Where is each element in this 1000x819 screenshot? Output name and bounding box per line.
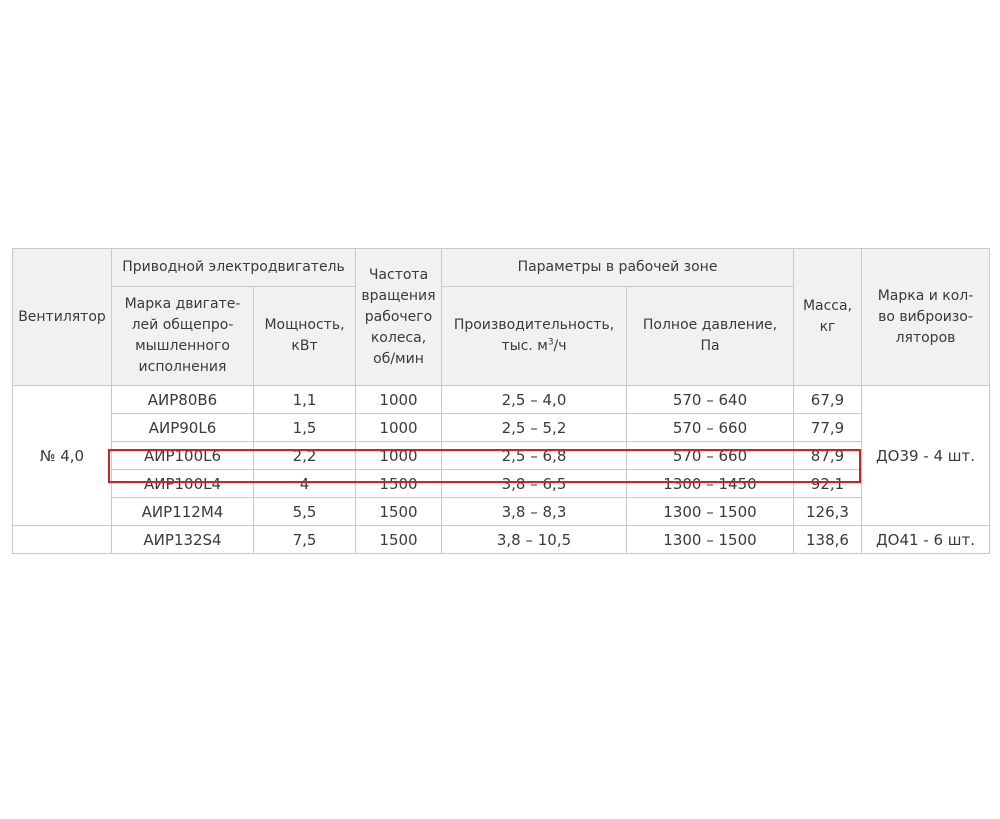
isolators-cell: ДО39 - 4 шт. bbox=[862, 386, 990, 526]
table-row-highlighted bbox=[13, 442, 990, 470]
header-power: Мощность, кВт bbox=[254, 287, 356, 386]
motor-brand-cell: АИР80В6 bbox=[112, 386, 254, 414]
header-motor-brand: Марка двигате- лей общепро- мышленного исполнения bbox=[112, 287, 254, 386]
power-cell: 5,5 bbox=[254, 498, 356, 526]
header-drive-motor: Приводной электродвигатель bbox=[112, 249, 356, 287]
pressure-cell: 1300 – 1500 bbox=[627, 526, 794, 554]
motor-brand-cell: АИР132S4 bbox=[112, 526, 254, 554]
header-capacity-sup: 3 bbox=[547, 337, 554, 348]
speed-cell: 1500 bbox=[356, 526, 442, 554]
capacity-cell: 3,8 – 6,5 bbox=[442, 470, 627, 498]
capacity-cell: 2,5 – 6,8 bbox=[442, 442, 627, 470]
table-row bbox=[13, 470, 990, 498]
header-pressure: Полное давление, Па bbox=[627, 287, 794, 386]
speed-cell: 1500 bbox=[356, 470, 442, 498]
motor-brand-cell: АИР112М4 bbox=[112, 498, 254, 526]
header-mass: Масса, кг bbox=[794, 249, 862, 386]
header-capacity-text: Производительность, тыс. м bbox=[453, 317, 615, 354]
mass-cell: 87,9 bbox=[794, 442, 862, 470]
table-row bbox=[13, 526, 990, 554]
motor-brand-cell: АИР100L4 bbox=[112, 470, 254, 498]
header-isolators: Марка и кол- во виброизо- ляторов bbox=[862, 249, 990, 386]
pressure-cell: 1300 – 1500 bbox=[627, 498, 794, 526]
mass-cell: 67,9 bbox=[794, 386, 862, 414]
table-row bbox=[13, 498, 990, 526]
table-row bbox=[13, 414, 990, 442]
motor-brand-cell: АИР90L6 bbox=[112, 414, 254, 442]
capacity-cell: 2,5 – 4,0 bbox=[442, 386, 627, 414]
header-capacity-suffix: /ч bbox=[553, 338, 567, 354]
fan-cell-empty bbox=[13, 526, 112, 554]
pressure-cell: 1300 – 1450 bbox=[627, 470, 794, 498]
power-cell: 1,5 bbox=[254, 414, 356, 442]
speed-cell: 1500 bbox=[356, 498, 442, 526]
speed-cell: 1000 bbox=[356, 386, 442, 414]
power-cell: 1,1 bbox=[254, 386, 356, 414]
fan-cell: № 4,0 bbox=[13, 386, 112, 526]
header-work-zone: Параметры в рабочей зоне bbox=[442, 249, 794, 287]
speed-cell: 1000 bbox=[356, 442, 442, 470]
mass-cell: 138,6 bbox=[794, 526, 862, 554]
header-fan: Вентилятор bbox=[13, 249, 112, 386]
power-cell: 4 bbox=[254, 470, 356, 498]
mass-cell: 77,9 bbox=[794, 414, 862, 442]
header-speed: Частота вращения рабочего колеса, об/мин bbox=[356, 249, 442, 386]
mass-cell: 92,1 bbox=[794, 470, 862, 498]
power-cell: 7,5 bbox=[254, 526, 356, 554]
motor-spec-table bbox=[12, 248, 990, 554]
power-cell: 2,2 bbox=[254, 442, 356, 470]
table-row bbox=[13, 386, 990, 414]
speed-cell: 1000 bbox=[356, 414, 442, 442]
pressure-cell: 570 – 660 bbox=[627, 442, 794, 470]
pressure-cell: 570 – 640 bbox=[627, 386, 794, 414]
capacity-cell: 3,8 – 8,3 bbox=[442, 498, 627, 526]
isolators-cell: ДО41 - 6 шт. bbox=[862, 526, 990, 554]
pressure-cell: 570 – 660 bbox=[627, 414, 794, 442]
mass-cell: 126,3 bbox=[794, 498, 862, 526]
motor-brand-cell: АИР100L6 bbox=[112, 442, 254, 470]
capacity-cell: 2,5 – 5,2 bbox=[442, 414, 627, 442]
capacity-cell: 3,8 – 10,5 bbox=[442, 526, 627, 554]
header-capacity bbox=[442, 287, 627, 386]
